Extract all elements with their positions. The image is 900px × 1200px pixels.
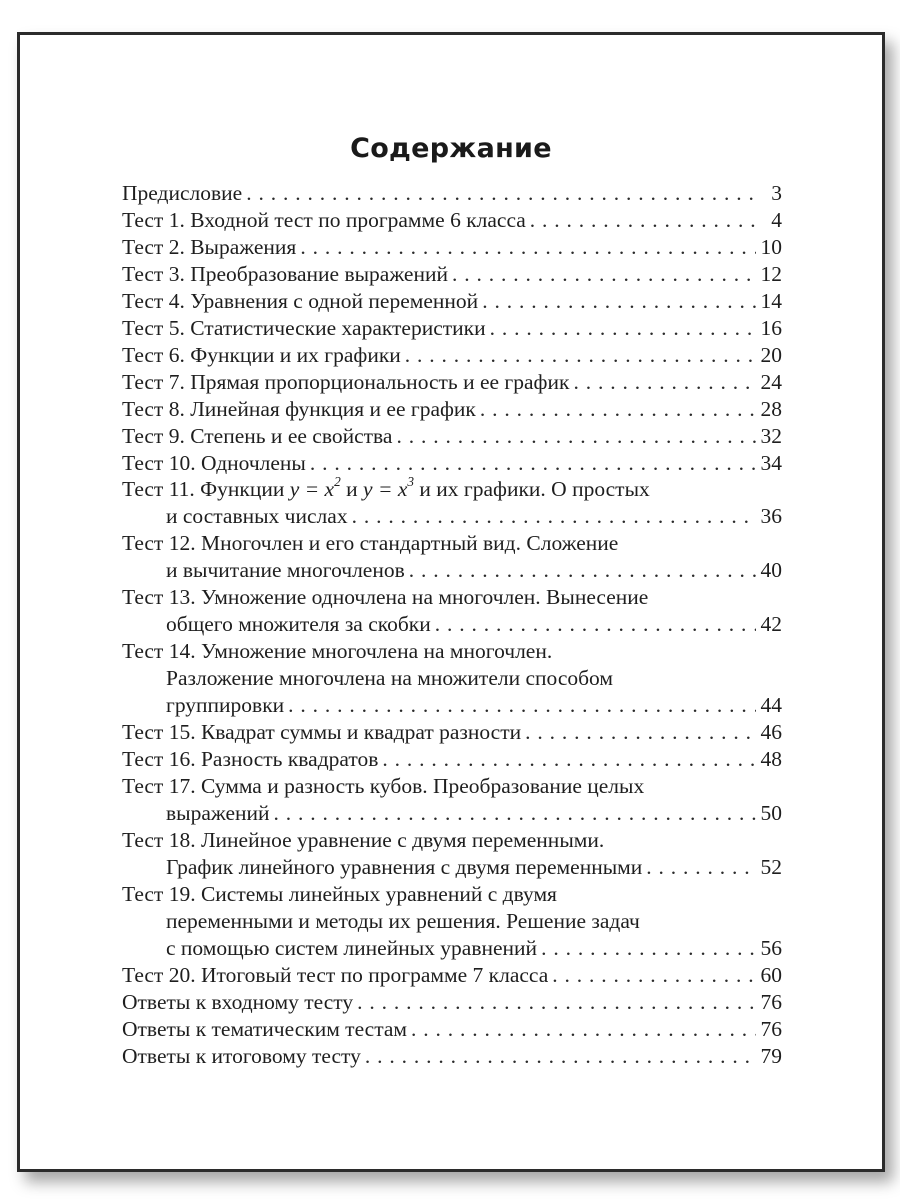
dot-leader <box>411 1016 756 1043</box>
dot-leader <box>530 207 756 234</box>
toc-entry[interactable] <box>122 234 782 261</box>
dot-leader <box>482 288 756 315</box>
toc-entry[interactable] <box>122 288 782 315</box>
toc-entry-line <box>122 180 782 207</box>
toc-entry-line <box>122 261 782 288</box>
toc-entry-line <box>122 665 782 692</box>
toc-entry-title: Тест 4. Уравнения с одной переменной <box>122 288 479 313</box>
toc-entry[interactable] <box>122 476 782 530</box>
toc-entry-title: Тест 18. Линейное уравнение с двумя переменными. <box>122 827 605 852</box>
toc-entry-line <box>122 503 782 530</box>
toc-entry-title: Тест 5. Статистические характеристики <box>122 315 486 340</box>
toc-entry-line <box>122 315 782 342</box>
toc-entry-line <box>122 638 782 665</box>
toc-entry-line <box>122 908 782 935</box>
page-number: 50 <box>760 800 782 825</box>
toc-entry-title: и составных числах <box>166 504 348 529</box>
toc-entry-line <box>122 557 782 584</box>
table-of-contents <box>122 180 782 1069</box>
toc-entry-title: с помощью систем линейных уравнений <box>166 935 538 960</box>
toc-entry-title: Разложение многочлена на множители способом <box>166 666 613 691</box>
page-number: 79 <box>760 1043 782 1068</box>
dot-leader <box>365 1043 756 1070</box>
toc-entry-title: Тест 6. Функции и их графики <box>122 342 401 367</box>
toc-entry-line <box>122 854 782 881</box>
page-number: 24 <box>760 369 782 394</box>
toc-entry-line <box>122 450 782 477</box>
page-number: 12 <box>760 261 782 286</box>
toc-entry[interactable] <box>122 530 782 584</box>
toc-entry-title: Предисловие <box>122 181 243 205</box>
page-number: 32 <box>760 423 782 448</box>
dot-leader <box>288 692 756 719</box>
toc-entry-title: Тест 10. Одночлены <box>122 450 306 475</box>
toc-entry-line <box>122 746 782 773</box>
toc-entry-title: выражений <box>166 800 270 825</box>
toc-entry-title: Тест 19. Системы линейных уравнений с двумя <box>122 881 557 906</box>
toc-entry-title: переменными и методы их решения. Решение задач <box>166 908 640 933</box>
page-number: 76 <box>760 1016 782 1041</box>
toc-entry-line <box>122 396 782 423</box>
toc-entry-line <box>122 800 782 827</box>
exponent: 3 <box>407 474 415 490</box>
toc-entry-title: Тест 8. Линейная функция и ее график <box>122 396 476 421</box>
toc-entry-line <box>122 773 782 800</box>
toc-entry-line <box>122 584 782 611</box>
toc-entry-line <box>122 1043 782 1070</box>
page-number: 28 <box>760 396 782 421</box>
toc-entry-line <box>122 935 782 962</box>
toc-entry-line <box>122 962 782 989</box>
page-number: 36 <box>760 504 782 529</box>
toc-entry[interactable] <box>122 746 782 773</box>
toc-entry-title: Тест 7. Прямая пропорциональность и ее график <box>122 369 570 394</box>
toc-entry[interactable] <box>122 342 782 369</box>
math-expression: $y = x^3$ <box>363 474 415 502</box>
toc-entry-line <box>122 692 782 719</box>
math-expression: $y = x^2$ <box>289 474 341 502</box>
dot-leader <box>646 854 756 881</box>
toc-entry-line <box>122 476 782 503</box>
dot-leader <box>405 342 756 369</box>
toc-entry-line <box>122 1016 782 1043</box>
toc-entry[interactable] <box>122 1043 782 1070</box>
toc-entry-line <box>122 423 782 450</box>
dot-leader <box>409 557 756 584</box>
toc-entry-title: группировки <box>166 693 285 718</box>
toc-entry[interactable] <box>122 180 782 207</box>
page-number: 10 <box>760 234 782 259</box>
toc-entry-line <box>122 530 782 557</box>
toc-entry-title: Ответы к тематическим тестам <box>122 1016 408 1041</box>
toc-entry[interactable] <box>122 719 782 746</box>
toc-entry-line <box>122 881 782 908</box>
toc-entry[interactable] <box>122 261 782 288</box>
toc-entry-title: Тест 17. Сумма и разность кубов. Преобразование целых <box>122 773 645 798</box>
page-number: 34 <box>760 450 782 475</box>
toc-entry-line <box>122 611 782 638</box>
toc-entry[interactable] <box>122 989 782 1016</box>
page-number: 46 <box>760 720 782 745</box>
toc-entry-title: Тест 2. Выражения <box>122 234 297 259</box>
page-number: 60 <box>760 962 782 987</box>
toc-entry[interactable] <box>122 881 782 962</box>
dot-leader <box>452 261 756 288</box>
dot-leader <box>310 450 756 477</box>
dot-leader <box>525 719 756 746</box>
toc-entry-title: Тест 13. Умножение одночлена на многочлен. Вынесение <box>122 585 649 610</box>
toc-entry-title: общего множителя за скобки <box>166 612 431 637</box>
page-number: 20 <box>760 342 782 367</box>
dot-leader <box>300 234 756 261</box>
toc-entry-line <box>122 288 782 315</box>
toc-entry-line <box>122 989 782 1016</box>
toc-entry[interactable] <box>122 396 782 423</box>
toc-entry[interactable] <box>122 1016 782 1043</box>
page-number: 76 <box>760 989 782 1014</box>
dot-leader <box>541 935 756 962</box>
page-number: 40 <box>760 558 782 583</box>
toc-entry-title: Ответы к входному тесту <box>122 989 354 1014</box>
dot-leader <box>352 503 756 530</box>
toc-entry-line <box>122 719 782 746</box>
page-number: 56 <box>760 935 782 960</box>
dot-leader <box>382 746 756 773</box>
toc-entry-title: Тест 11. Функции $y = x^2$ и $y = x^3$ и их графики. О простых <box>122 474 650 502</box>
toc-entry-line <box>122 369 782 396</box>
dot-leader <box>480 396 756 423</box>
document-page <box>17 32 885 1172</box>
page-number: 42 <box>760 612 782 637</box>
dot-leader <box>435 611 756 638</box>
toc-entry-line <box>122 234 782 261</box>
dot-leader <box>274 800 756 827</box>
page-number: 48 <box>760 747 782 772</box>
toc-entry[interactable] <box>122 450 782 477</box>
toc-entry-title: Тест 20. Итоговый тест по программе 7 класса <box>122 962 549 987</box>
page-number: 44 <box>760 693 782 718</box>
page-title: Содержание <box>350 133 552 164</box>
toc-entry-line <box>122 827 782 854</box>
toc-entry-title: Тест 12. Многочлен и его стандартный вид. Сложение <box>122 531 619 556</box>
toc-entry-title: и вычитание многочленов <box>166 558 405 583</box>
dot-leader <box>490 315 756 342</box>
toc-entry[interactable] <box>122 962 782 989</box>
toc-entry-title: Тест 3. Преобразование выражений <box>122 261 448 286</box>
page-number: 3 <box>771 181 782 205</box>
page-number: 52 <box>760 854 782 879</box>
toc-entry[interactable] <box>122 638 782 719</box>
page-number: 16 <box>760 315 782 340</box>
toc-entry[interactable] <box>122 584 782 638</box>
toc-entry-title: Тест 15. Квадрат суммы и квадрат разности <box>122 720 522 745</box>
toc-entry-title: Тест 9. Степень и ее свойства <box>122 423 393 448</box>
toc-entry-title: Тест 16. Разность квадратов <box>122 747 379 772</box>
toc-entry[interactable] <box>122 423 782 450</box>
dot-leader <box>573 369 756 396</box>
toc-entry-title: Тест 14. Умножение многочлена на многочлен. <box>122 639 553 664</box>
page-number: 14 <box>760 288 782 313</box>
dot-leader <box>246 180 756 207</box>
toc-entry-line <box>122 342 782 369</box>
toc-entry[interactable] <box>122 827 782 881</box>
toc-entry-title: Тест 1. Входной тест по программе 6 класса <box>122 207 526 232</box>
dot-leader <box>396 423 756 450</box>
toc-entry-line <box>122 207 782 234</box>
exponent: 2 <box>334 474 341 490</box>
toc-entry-title: Ответы к итоговому тесту <box>122 1043 361 1068</box>
toc-entry-title: График линейного уравнения с двумя переменными <box>166 854 643 879</box>
toc-entry[interactable] <box>122 315 782 342</box>
dot-leader <box>357 989 756 1016</box>
page-number: 4 <box>771 207 782 232</box>
toc-entry[interactable] <box>122 369 782 396</box>
toc-entry[interactable] <box>122 207 782 234</box>
dot-leader <box>552 962 756 989</box>
toc-entry[interactable] <box>122 773 782 827</box>
